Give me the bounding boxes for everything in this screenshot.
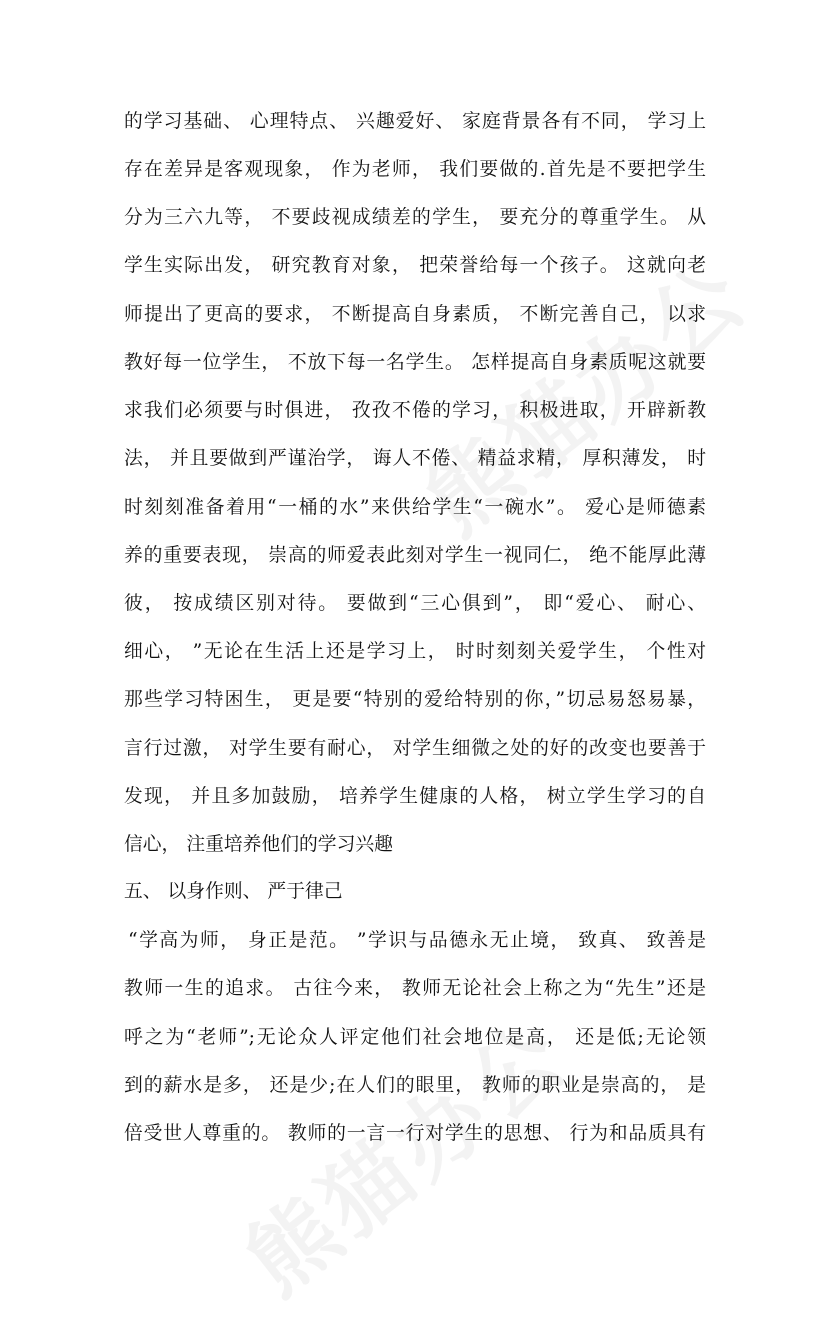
section-heading: 五、 以身作则、 严于律己 (124, 881, 343, 902)
text-line: 时刻刻准备着用“一桶的水”来供给学生“一碗水”。 爱心是师德素 (124, 497, 706, 518)
text-line: 发现， 并且多加鼓励， 培养学生健康的人格， 树立学生学习的自 (124, 786, 706, 807)
text-line: 求我们必须要与时俱进， 孜孜不倦的学习， 积极进取， 开辟新教 (124, 400, 706, 421)
text-line: 教师一生的追求。 古往今来， 教师无论社会上称之为“先生”还是 (124, 978, 706, 999)
text-line: 言行过激， 对学生要有耐心， 对学生细微之处的好的改变也要善于 (124, 738, 706, 759)
text-line: 那些学习特困生， 更是要“特别的爱给特别的你，”切忌易怒易暴， (124, 689, 706, 710)
text-line: 存在差异是客观现象， 作为老师， 我们要做的.首先是不要把学生 (124, 159, 706, 180)
text-line: 法， 并且要做到严谨治学， 诲人不倦、 精益求精， 厚积薄发， 时 (124, 448, 706, 469)
text-line: 的学习基础、 心理特点、 兴趣爱好、 家庭背景各有不同， 学习上 (124, 111, 706, 132)
text-line: 教好每一位学生， 不放下每一名学生。 怎样提高自身素质呢这就要 (124, 352, 706, 373)
text-line: 呼之为“老师”;无论众人评定他们社会地位是高， 还是低;无论领 (124, 1027, 706, 1048)
text-line: “学高为师， 身正是范。 ”学识与品德永无止境， 致真、 致善是 (128, 930, 706, 951)
text-line: 彼， 按成绩区别对待。 要做到“三心俱到”， 即“爱心、 耐心、 (124, 593, 706, 614)
text-line: 学生实际出发， 研究教育对象， 把荣誉给每一个孩子。 这就向老 (124, 255, 706, 276)
text-line: 分为三六九等， 不要歧视成绩差的学生， 要充分的尊重学生。 从 (124, 207, 706, 228)
text-line: 养的重要表现， 崇高的师爱表此刻对学生一视同仁， 绝不能厚此薄 (124, 545, 706, 566)
text-line: 师提出了更高的要求， 不断提高自身素质， 不断完善自己， 以求 (124, 304, 706, 325)
text-line: 信心， 注重培养他们的学习兴趣 (124, 834, 393, 855)
text-line: 到的薪水是多， 还是少;在人们的眼里， 教师的职业是崇高的， 是 (124, 1075, 706, 1096)
text-line: 细心， ”无论在生活上还是学习上， 时时刻刻关爱学生， 个性对 (124, 641, 706, 662)
text-line: 倍受世人尊重的。 教师的一言一行对学生的思想、 行为和品质具有 (124, 1123, 706, 1144)
